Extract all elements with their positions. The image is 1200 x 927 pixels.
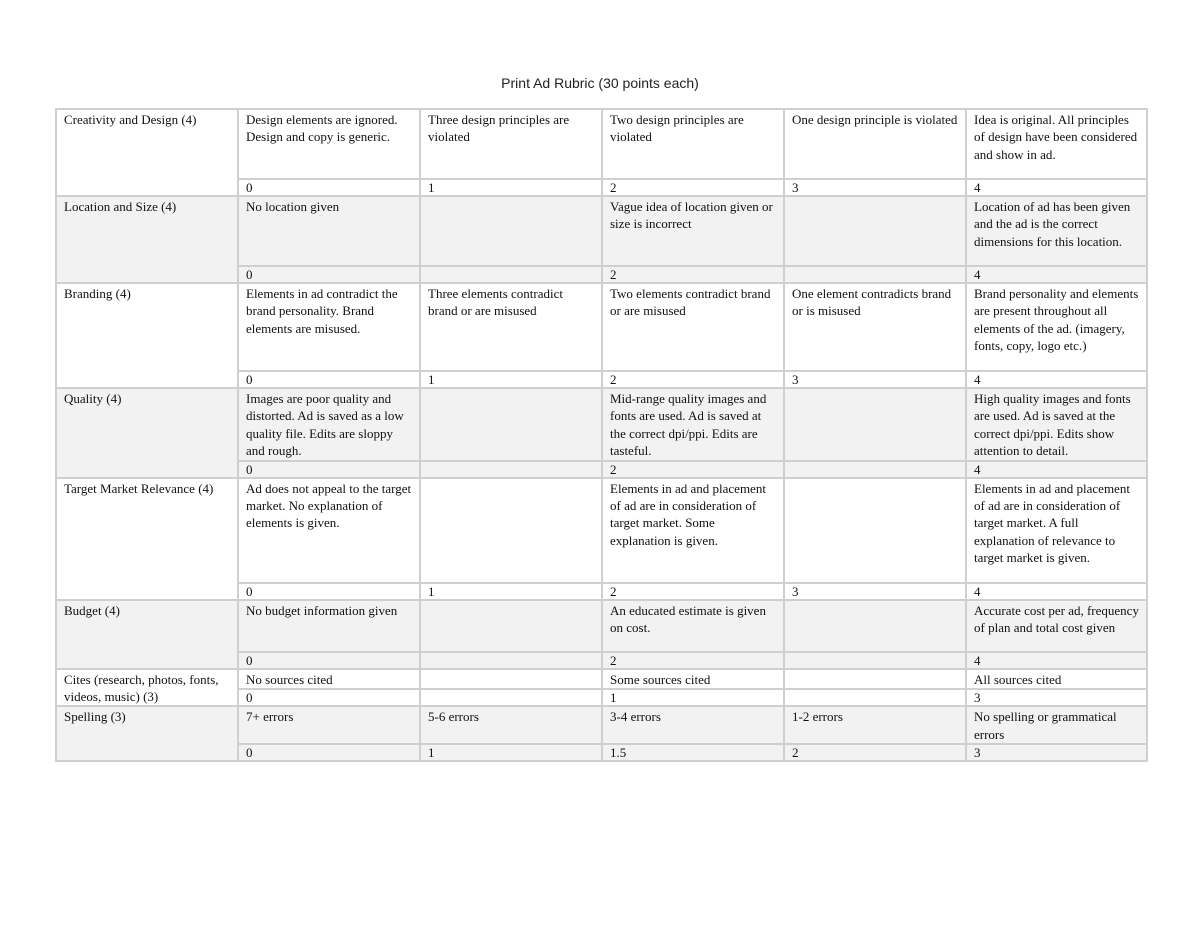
score-cell: 3 <box>784 371 966 388</box>
score-cell: 1.5 <box>602 744 784 761</box>
score-cell: 0 <box>238 744 420 761</box>
description-cell <box>420 196 602 266</box>
criterion-cell: Cites (research, photos, fonts, videos, music) (3) <box>56 669 238 707</box>
criterion-cell: Spelling (3) <box>56 706 238 761</box>
description-cell: Images are poor quality and distorted. Ad is saved as a low quality file. Edits are sloppy and rough. <box>238 388 420 461</box>
score-cell: 3 <box>784 179 966 196</box>
criterion-cell: Creativity and Design (4) <box>56 109 238 196</box>
description-cell: Some sources cited <box>602 669 784 690</box>
description-cell <box>784 478 966 583</box>
score-cell: 0 <box>238 652 420 669</box>
description-cell: Mid-range quality images and fonts are used. Ad is saved at the correct dpi/ppi. Edits are tasteful. <box>602 388 784 461</box>
description-cell: Two design principles are violated <box>602 109 784 179</box>
description-cell: Location of ad has been given and the ad is the correct dimensions for this location. <box>966 196 1147 266</box>
rubric-row <box>56 283 1147 371</box>
description-cell <box>420 478 602 583</box>
rubric-row <box>56 196 1147 266</box>
score-cell: 0 <box>238 689 420 706</box>
description-cell <box>784 196 966 266</box>
score-cell: 1 <box>420 179 602 196</box>
score-cell: 3 <box>966 689 1147 706</box>
score-cell: 1 <box>420 744 602 761</box>
score-cell: 0 <box>238 179 420 196</box>
description-cell <box>784 388 966 461</box>
score-cell <box>784 266 966 283</box>
score-cell: 0 <box>238 266 420 283</box>
description-cell: 3-4 errors <box>602 706 784 744</box>
score-cell: 4 <box>966 266 1147 283</box>
description-cell: All sources cited <box>966 669 1147 690</box>
description-cell: High quality images and fonts are used. Ad is saved at the correct dpi/ppi. Edits show attention to detail. <box>966 388 1147 461</box>
rubric-row <box>56 669 1147 690</box>
description-cell: Ad does not appeal to the target market. No explanation of elements is given. <box>238 478 420 583</box>
score-cell: 2 <box>602 461 784 478</box>
score-cell: 2 <box>784 744 966 761</box>
description-cell: 7+ errors <box>238 706 420 744</box>
description-cell: Two elements contradict brand or are misused <box>602 283 784 371</box>
criterion-cell: Target Market Relevance (4) <box>56 478 238 600</box>
criterion-cell: Budget (4) <box>56 600 238 669</box>
score-cell <box>784 652 966 669</box>
description-cell: Idea is original. All principles of design have been considered and show in ad. <box>966 109 1147 179</box>
score-cell: 0 <box>238 461 420 478</box>
score-cell: 2 <box>602 583 784 600</box>
score-cell: 3 <box>966 744 1147 761</box>
description-cell: Three elements contradict brand or are misused <box>420 283 602 371</box>
score-cell: 4 <box>966 461 1147 478</box>
description-cell: An educated estimate is given on cost. <box>602 600 784 652</box>
description-cell: Vague idea of location given or size is incorrect <box>602 196 784 266</box>
score-cell <box>420 689 602 706</box>
score-cell: 0 <box>238 371 420 388</box>
score-cell: 4 <box>966 583 1147 600</box>
rubric-table <box>55 108 1148 762</box>
score-cell: 1 <box>420 583 602 600</box>
score-cell: 2 <box>602 266 784 283</box>
criterion-cell: Branding (4) <box>56 283 238 388</box>
score-cell: 2 <box>602 179 784 196</box>
rubric-row <box>56 388 1147 461</box>
description-cell: Elements in ad and placement of ad are in consideration of target market. A full explanation of relevance to target market is given. <box>966 478 1147 583</box>
score-cell: 1 <box>420 371 602 388</box>
description-cell: Elements in ad contradict the brand personality. Brand elements are misused. <box>238 283 420 371</box>
description-cell: Design elements are ignored. Design and copy is generic. <box>238 109 420 179</box>
description-cell: Three design principles are violated <box>420 109 602 179</box>
score-cell: 1 <box>602 689 784 706</box>
description-cell: No sources cited <box>238 669 420 690</box>
description-cell <box>420 600 602 652</box>
score-cell: 2 <box>602 371 784 388</box>
description-cell: No budget information given <box>238 600 420 652</box>
rubric-row <box>56 109 1147 179</box>
score-cell <box>784 689 966 706</box>
rubric-row <box>56 600 1147 652</box>
description-cell: One design principle is violated <box>784 109 966 179</box>
description-cell: No location given <box>238 196 420 266</box>
score-cell <box>784 461 966 478</box>
rubric-row <box>56 478 1147 583</box>
description-cell: Brand personality and elements are present throughout all elements of the ad. (imagery, fonts, copy, logo etc.) <box>966 283 1147 371</box>
description-cell <box>420 669 602 690</box>
score-cell <box>420 652 602 669</box>
description-cell: Accurate cost per ad, frequency of plan and total cost given <box>966 600 1147 652</box>
score-cell: 0 <box>238 583 420 600</box>
description-cell: No spelling or grammatical errors <box>966 706 1147 744</box>
description-cell: One element contradicts brand or is misused <box>784 283 966 371</box>
description-cell <box>784 669 966 690</box>
score-cell: 3 <box>784 583 966 600</box>
criterion-cell: Quality (4) <box>56 388 238 478</box>
rubric-row <box>56 706 1147 744</box>
score-cell <box>420 266 602 283</box>
description-cell <box>420 388 602 461</box>
description-cell: Elements in ad and placement of ad are in consideration of target market. Some explanation is given. <box>602 478 784 583</box>
score-cell <box>420 461 602 478</box>
criterion-cell: Location and Size (4) <box>56 196 238 283</box>
description-cell: 1-2 errors <box>784 706 966 744</box>
score-cell: 4 <box>966 652 1147 669</box>
score-cell: 2 <box>602 652 784 669</box>
description-cell: 5-6 errors <box>420 706 602 744</box>
score-cell: 4 <box>966 179 1147 196</box>
description-cell <box>784 600 966 652</box>
page-title: Print Ad Rubric (30 points each) <box>501 75 699 91</box>
score-cell: 4 <box>966 371 1147 388</box>
